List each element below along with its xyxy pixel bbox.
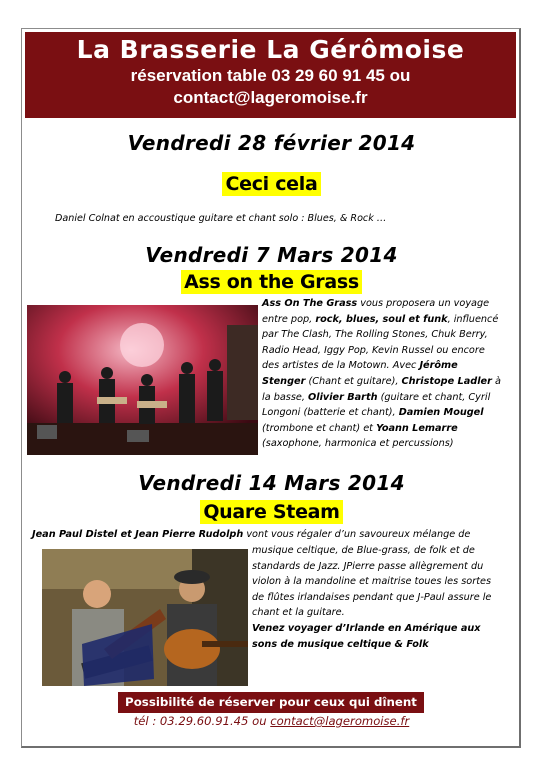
band-title-wrap — [0, 500, 543, 524]
header-banner — [25, 32, 516, 118]
event-description: musique celtique, de Blue-grass, de folk et de standards de Jazz. JPierre passe allègrement du violon à la mandoline et maitrise toues les sortes de flûtes irlandaises pendant que J-Paul assure le chant et la guitare. Venez voyager d’Irlande en Amérique aux sons de musique celtique & Folk — [252, 545, 492, 650]
reservation-email: contact@lageromoise.fr — [173, 88, 368, 107]
band-title-wrap — [0, 172, 543, 196]
band-photo — [27, 305, 258, 455]
highlight-text: Ass On The Grass — [262, 298, 358, 309]
band-name: Ceci cela — [222, 172, 320, 196]
footer-email-link[interactable]: contact@lageromoise.fr — [270, 714, 410, 728]
band-name: Ass on the Grass — [181, 270, 362, 294]
event-date: Vendredi 7 Mars 2014 — [145, 243, 398, 267]
event-intro: Jean Paul Distel et Jean Pierre Rudolph vont vous régaler d’un savoureux mélange de — [32, 529, 471, 540]
band-photo — [42, 549, 248, 686]
event-date: Vendredi 28 février 2014 — [127, 131, 416, 155]
event-date: Vendredi 14 Mars 2014 — [138, 471, 405, 495]
band-title-wrap — [0, 270, 543, 294]
event-description: Daniel Colnat en accoustique guitare et chant solo : Blues, & Rock … — [55, 213, 387, 224]
event-description: Ass On The Grass vous proposera un voyage entre pop, rock, blues, soul et funk, influencé par The Clash, The Rolling Stones, Chuk Berry, Radio Head, Iggy Pop, Kevin Russel ou encore des artistes de la Motown. Avec Jérôme Stenger (Chant et guitare), Christope Ladler à la basse, Olivier Barth (guitare et chant, Cyril Longoni (batterie et chant), Damien Mougel (trombone et chant) et Yoann Lemarre (saxophone, harmonica et percussions) — [262, 298, 501, 450]
brasserie-name: La Brasserie La Gérômoise — [76, 35, 465, 64]
footer-reservation: Possibilité de réserver pour ceux qui dînent — [118, 692, 424, 713]
footer-contact: tél : 03.29.60.91.45 ou contact@lageromoise.fr — [133, 714, 410, 728]
reservation-phone: réservation table 03 29 60 91 45 ou — [130, 66, 411, 85]
band-name: Quare Steam — [200, 500, 342, 524]
